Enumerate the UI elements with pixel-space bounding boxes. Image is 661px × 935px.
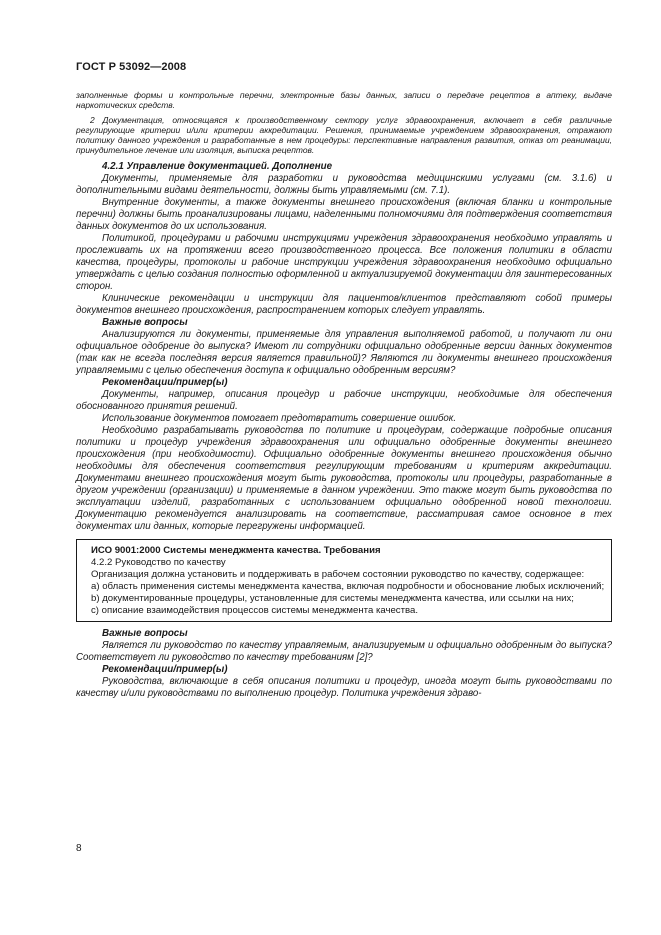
box-item: с) описание взаимодействия процессов системы менеджмента качества. — [91, 604, 418, 616]
paragraph: Внутренние документы, а также документы внешнего происхождения (включая бланки и контрольные перечни) должны быть проанализированы лицами, наделенными полномочиями для подтверждения соответствия данных документов до их использования. — [76, 196, 612, 232]
paragraph: Политикой, процедурами и рабочими инструкциями учреждения здравоохранения необходимо управлять и прослеживать их на протяжении всего производственного процесса. Все положения политики в области качества, процедуры, протоколы и рабочие инструкции учреждения здравоохранения необходимо официально утверждать с целью создания полностью оформленной и актуализируемой документации для заинтересованных сторон. — [76, 232, 612, 292]
paragraph: Использование документов помогает предотвратить совершение ошибок. — [102, 412, 457, 424]
page-number: 8 — [76, 843, 82, 854]
box-subtitle: 4.2.2 Руководство по качеству — [91, 556, 226, 568]
paragraph: Документы, применяемые для разработки и руководства медицинскими услугами (см. 3.1.6) и дополнительными видами деятельности, должны быть управляемыми (см. 7.1). — [76, 172, 612, 196]
section-heading-4-2-1: 4.2.1 Управление документацией. Дополнение — [102, 160, 333, 172]
paragraph: Необходимо разрабатывать руководства по политике и процедурам, содержащие подробные описания политики и процедур учреждения здравоохранения или официально одобренные документы внешнего происхождения (при необходимости). Официально одобренные документы внешнего происхождения обычно необходимы для обеспечения соответствия регулирующим требованиям и критериям аккредитации. Документами внешнего происхождения могут быть руководства, протоколы или процедуры, разработанные в другом учреждении (организации) и применяемые в данном учреждении. Это также могут быть руководства по эксплуатации изделий, разработанных с использованием официально одобренной новой технологии. Документацию рекомендуется анализировать на соответствие, рассматривая самое основное в тех документах или данных, которые перегружены информацией. — [76, 424, 612, 532]
note-continuation: заполненные формы и контрольные перечни, электронные базы данных, записи о передаче рецептов в аптеку, выдаче наркотических средств. — [76, 90, 612, 111]
paragraph: Документы, например, описания процедур и рабочие инструкции, необходимые для обеспечения обоснованного принятия решений. — [76, 388, 612, 412]
page-header: ГОСТ Р 53092—2008 — [76, 61, 187, 73]
questions-text: Является ли руководство по качеству управляемым, анализируемым и официально одобренным до выпуска? Соответствует ли руководство по качеству требованиям [2]? — [76, 639, 612, 663]
box-title: ИСО 9001:2000 Системы менеджмента качества. Требования — [91, 544, 381, 556]
questions-heading: Важные вопросы — [102, 627, 188, 639]
page-content — [76, 90, 612, 700]
iso-quote-box — [76, 539, 612, 622]
box-intro: Организация должна установить и поддерживать в рабочем состоянии руководство по качеству, содержащее: — [91, 568, 585, 580]
questions-heading: Важные вопросы — [102, 316, 188, 328]
box-item: а) область применения системы менеджмента качества, включая подробности и обоснование любых исключений; — [91, 580, 605, 592]
paragraph: Клинические рекомендации и инструкции для пациентов/клиентов представляют собой примеры документов внешнего происхождения, распространением которых следует управлять. — [76, 292, 612, 316]
box-item: b) документированные процедуры, установленные для системы менеджмента качества, или ссылки на них; — [91, 592, 574, 604]
questions-text: Анализируются ли документы, применяемые для управления выполняемой работой, и получают ли они официальное одобрение до выпуска? Имеют ли сотрудники официально одобренные версии данных документов (так как не всегда последняя версия является правильной)? Являются ли документы внешнего происхождения управляемыми с целью обеспечения доступа к официально одобренным версиям? — [76, 328, 612, 376]
note-2: 2 Документация, относящаяся к производственному сектору услуг здравоохранения, включает в себя различные регулирующие критерии и/или критерии аккредитации. Решения, принимаемые учреждением здравоохранения, отражают политику данного учреждения и разработанные в нем процедуры: перспективные направления развития, отказ от реанимации, принудительное лечение или изоляция, выписка рецептов. — [76, 115, 612, 156]
recommendations-heading: Рекомендации/пример(ы) — [102, 663, 228, 675]
recommendations-heading: Рекомендации/пример(ы) — [102, 376, 228, 388]
paragraph: Руководства, включающие в себя описания политики и процедур, иногда могут быть руководствами по качеству и/или руководствами по выполнению процедур. Политика учреждения здраво- — [76, 675, 612, 699]
